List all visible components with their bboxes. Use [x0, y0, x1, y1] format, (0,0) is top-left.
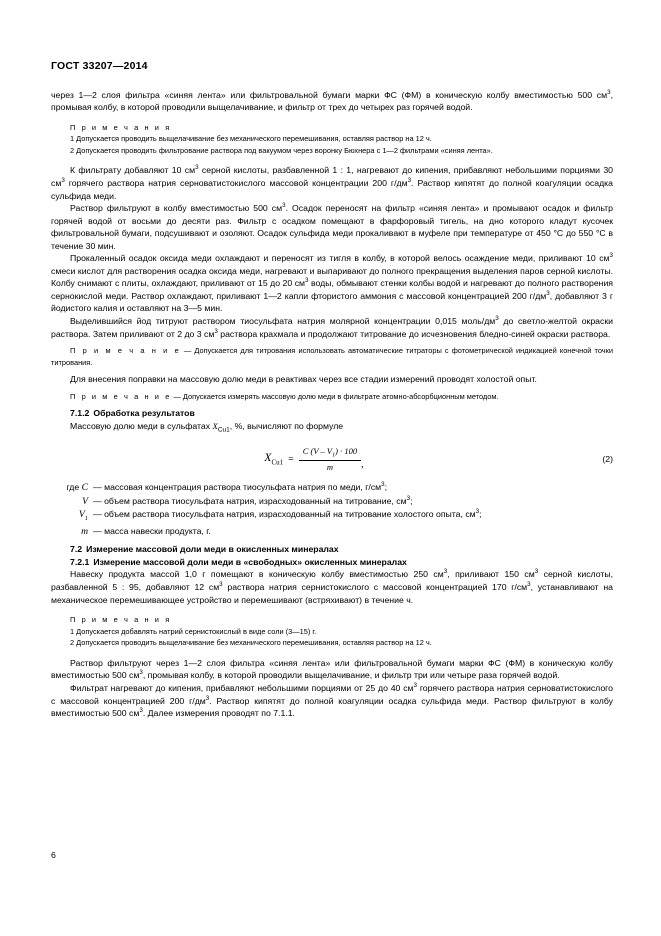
notes-title-2: П р и м е ч а н и я [70, 615, 172, 625]
paragraph-filtrate-acid: К фильтрату добавляют 10 $см^3$ серной кислоты, разбавленной 1 : 1, нагревают до кипения, прибавляют небольшими порциями 30 $см^3$ горячего раствора натрия серноватистокислого массовой концентрации 200 $г/дм^3$. Раствор кипятят до полной коагуляции осадка сульфида меди. [51, 164, 614, 201]
where-lead [51, 481, 93, 494]
note-item: 1 Допускается проводить выщелачивание без механического перемешивания, оставляя раствор на 12 ч. [70, 134, 432, 144]
clause-number: 7.2.1 [70, 556, 90, 567]
formula-equals: = [288, 453, 294, 465]
where-lead [51, 508, 93, 525]
formula-numerator: C $(V - V_1) \cdot 100$ [302, 446, 358, 460]
paragraph-filter-2: Раствор фильтруют через 1—2 слоя фильтра «синяя лента» или фильтровальной бумаги марки ФС (ФМ) в коническую колбу вместимостью 500 $см^3$, промывая колбу, в которой проводили выщелачивание, и фильтр три или четыре раза горячей водой. [51, 657, 613, 681]
where-symbol-subscript: 1 [84, 514, 88, 522]
formula-fraction [299, 446, 361, 472]
clause-title: Измерение массовой доли меди в «свободных» окисленных минералах [93, 556, 407, 567]
formula-lhs-symbol: X [264, 452, 272, 465]
where-symbol: m [81, 526, 88, 538]
note-dash: — [180, 346, 195, 356]
formula-2 [51, 444, 613, 474]
clause-heading-7-1-2 [51, 407, 613, 420]
notes-title-1: П р и м е ч а н и я [70, 122, 172, 132]
equation-number: (2) [602, 454, 613, 465]
where-definitions-list [51, 481, 613, 538]
where-keyword: где [66, 482, 80, 493]
clause-heading-7-2 [51, 543, 613, 556]
where-row [51, 525, 613, 538]
formula-expression [264, 446, 363, 472]
body-block [51, 89, 613, 720]
note-text: Допускается для титрования использовать автоматические титраторы с фотометрической индикацией конечной точки титрования. [51, 346, 613, 367]
clause-title: Обработка результатов [93, 408, 195, 419]
where-description: — объем раствора тиосульфата натрия, израсходованный на титрование, $см^3$; [93, 494, 413, 506]
note-label: П р и м е ч а н и е [70, 346, 181, 356]
where-description: — объем раствора тиосульфата натрия, израсходованный на титрование холостого опыта, $см^3$; [93, 507, 482, 519]
formula-denominator: m [326, 462, 333, 473]
clause-heading-7-2-1 [51, 556, 613, 569]
paragraph-blank-test: Для внесения поправки на массовую долю меди в реактивах через все стадии измерений проводят холостой опыт. [70, 374, 537, 385]
formula-intro-symbol: X [212, 421, 218, 431]
note-aas [51, 391, 613, 403]
paragraph-calcined: Прокаленный осадок оксида меди охлаждают и переносят из тигля в колбу, в которой велось осаждение меди, приливают 10 $см^3$ смеси кислот для растворения осадка оксида меди, нагревают и выпаривают до полного прекращения выделения паров серной кислоты. Колбу снимают с плиты, охлаждают, приливают от 15 до 20 $см^3$ воды, обмывают стенки колбы водой и нагревают до полного растворения сернокислой меди. Раствор охлаждают, приливают 1—2 капли фтористого аммония с массовой концентрацией 200 $г/дм^3$, добавляют 3 г йодистого калия и оставляют на 3—5 мин. [51, 252, 614, 314]
clause-number: 7.2 [70, 544, 83, 555]
paragraph-titration: Выделившийся йод титруют раствором тиосульфата натрия молярной концентрации 0,015 моль/$дм^3$ до светло-желтой окраски раствора. Затем приливают от 2 до 3 $см^3$ раствора крахмала и продолжают титрование до исчезновения бледно-синей окраски раствора. [51, 315, 614, 339]
page-number: 6 [51, 850, 56, 860]
note-item: 2 Допускается проводить фильтрование раствора под вакуумом через воронку Бюхнера с 1—2 фильтрами «синяя лента». [70, 145, 493, 155]
where-row [51, 481, 613, 494]
where-description: — масса навески продукта, г. [93, 526, 211, 537]
paragraph-intro: через 1—2 слоя фильтра «синяя лента» или фильтровальной бумаги марки ФС (ФМ) в коническую колбу вместимостью 500 $см^3$, промывая колбу, в которой проводили выщелачивание, и фильтр от трех до четырех раз горячей водой. [51, 88, 613, 113]
where-symbol: V [78, 508, 85, 520]
where-lead [51, 495, 93, 508]
note-item: 1 Допускается добавлять натрий сернистокислый в виде соли (3—15) г. [70, 626, 317, 636]
where-row [51, 495, 613, 508]
where-symbol: C [81, 482, 88, 494]
where-row [51, 508, 613, 525]
page-content [51, 0, 613, 720]
where-lead [51, 525, 93, 538]
note-dash: — [171, 391, 183, 401]
paragraph-heat-2: Фильтрат нагревают до кипения, прибавляют небольшими порциями от 25 до 40 $см^3$ горячего раствора натрия серноватистокислого с массовой концентрацией 200 $г/дм^3$. Раствор кипятят до полной коагуляции осадка сульфида меди. Раствор фильтруют в колбу вместимостью 500 $см^3$. Далее измерения проводят по 7.1.1. [51, 682, 613, 719]
formula-intro-pre: Массовую долю меди в сульфатах [70, 421, 213, 431]
note-item: 2 Допускается проводить выщелачивание без механического перемешивания, оставляя раствор на 12 ч. [70, 638, 432, 648]
paragraph-sample-prep: Навеску продукта массой 1,0 г помещают в коническую колбу вместимостью 250 $см^3$, приливают 150 $см^3$ серной кислоты, разбавленной 5 : 95, добавляют 12 $см^3$ раствора натрия сернистокислого с массовой концентрацией 170 $г/см^3$, устанавливают на механическое перемешивающее устройство и перемешивают (встряхивают) в течение ч. [51, 568, 613, 605]
where-description: — массовая концентрация раствора тиосульфата натрия по меди, $г/см^3$; [93, 481, 388, 493]
notes-group-2 [51, 614, 613, 649]
standard-header: ГОСТ 33207—2014 [51, 60, 148, 72]
note-titrator [51, 345, 613, 368]
clause-number: 7.1.2 [70, 408, 90, 419]
paragraph-filtering: Раствор фильтруют в колбу вместимостью 500 $см^3$. Осадок переносят на фильтр «синяя лента» и промывают осадок и фильтр горячей водой от восьми до десяти раз. Фильтр с осадком помещают в фарфоровый тигель, на дно которого кладут кусочек фильтровальной бумаги, подсушивают и озоляют. Осадок сульфида меди прокаливают в муфеле при температуре от 450 °С до 550 °С в течение 30 мин. [51, 202, 613, 251]
note-text: Допускается измерять массовую долю меди в фильтрате атомно-абсорбционным методом. [182, 391, 499, 401]
notes-group-1 [51, 122, 613, 157]
formula-lhs [264, 452, 283, 466]
note-label: П р и м е ч а н и е [70, 391, 172, 401]
formula-lhs-subscript: Cu1 [271, 458, 284, 467]
where-symbol: V [82, 495, 88, 507]
paragraph-formula-intro [51, 420, 613, 437]
clause-title: Измерение массовой доли меди в окисленных минералах [86, 544, 339, 555]
formula-trailing-comma: , [361, 459, 364, 471]
formula-intro-post: , %, вычисляют по формуле [229, 421, 344, 431]
formula-intro-subscript: Cu1 [217, 426, 230, 434]
